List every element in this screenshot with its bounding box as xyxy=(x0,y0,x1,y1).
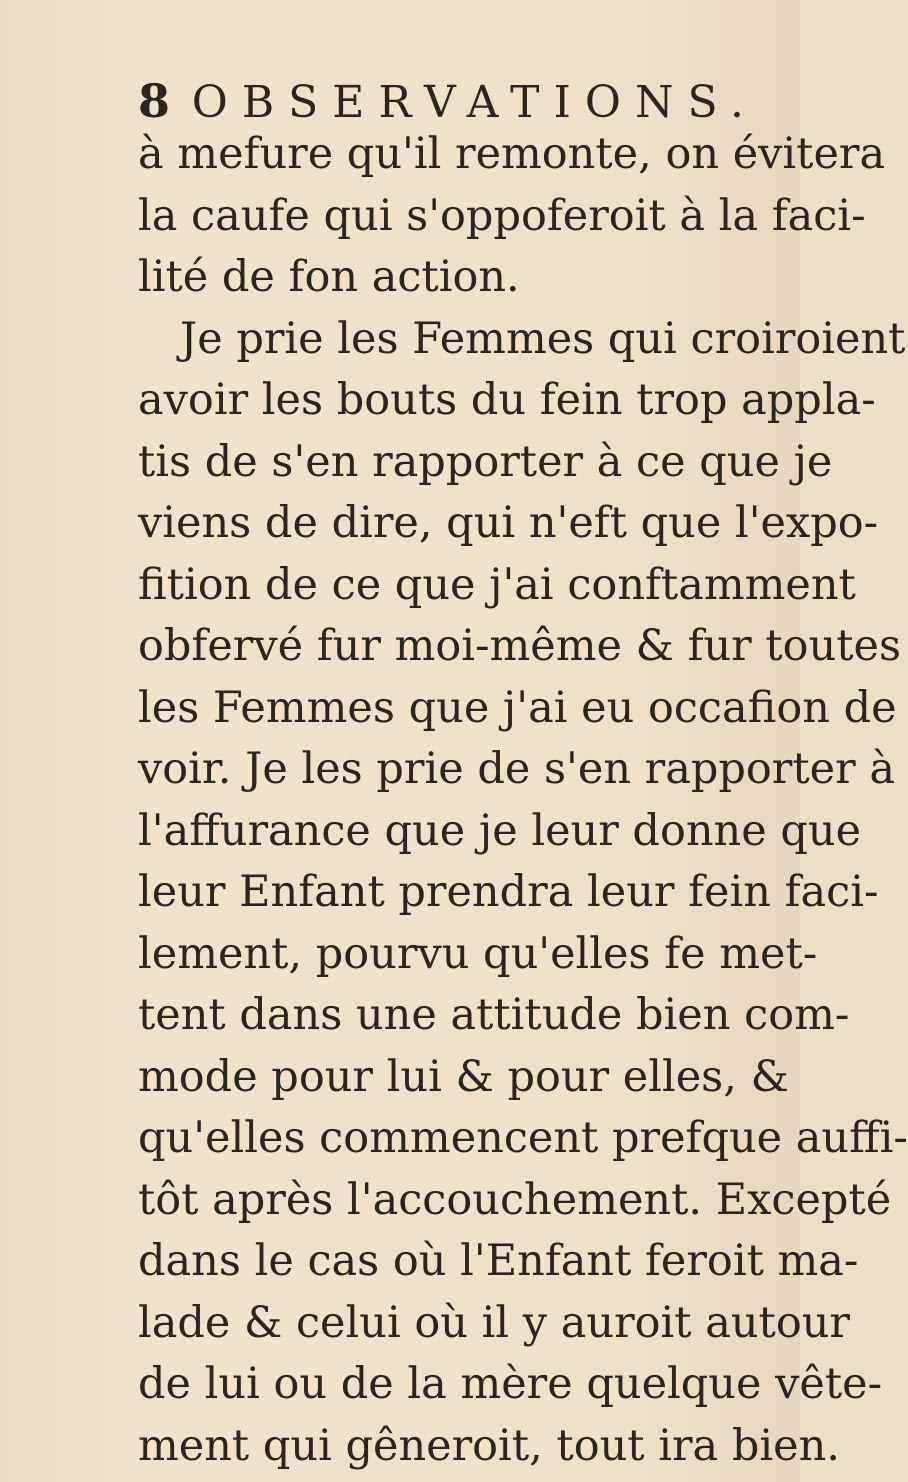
text-line: dans le cas où l'Enfant feroit ma- xyxy=(138,1236,859,1286)
text-line: à mefure qu'il remonte, on évitera xyxy=(138,129,886,179)
text-line: voir. Je les prie de s'en rapporter à xyxy=(138,744,895,794)
text-line: lement, pourvu qu'elles fe met- xyxy=(138,928,818,979)
text-line: lade & celui où il y auroit autour xyxy=(138,1297,850,1348)
text-line: avoir les bouts du fein trop appla- xyxy=(138,375,876,425)
text-line: les Femmes que j'ai eu occafion de xyxy=(138,682,897,733)
text-line: de lui ou de la mère quelque vête- xyxy=(138,1359,883,1409)
text-line: tis de s'en rapporter à ce que je xyxy=(138,436,833,487)
text-line: viens de dire, qui n'eft que l'expo- xyxy=(138,498,879,548)
text-line: lité de fon action. xyxy=(138,252,520,302)
text-line: la caufe qui s'oppoferoit à la faci- xyxy=(138,190,866,241)
text-line: tôt après l'accouchement. Excepté xyxy=(138,1174,892,1225)
body-text xyxy=(138,124,908,1477)
text-line: leur Enfant prendra leur fein faci- xyxy=(138,867,879,917)
text-line: qu'elles commencent prefque auffi- xyxy=(138,1113,908,1163)
text-line: tent dans une attitude bien com- xyxy=(138,990,850,1040)
paragraph-start-line: Je prie les Femmes qui croiroient xyxy=(180,313,906,364)
text-line: mode pour lui & pour elles, & xyxy=(138,1051,789,1102)
text-line: fition de ce que j'ai conftamment xyxy=(138,559,856,610)
text-line: l'affurance que je leur donne que xyxy=(138,805,862,856)
text-line: ment qui gêneroit, tout ira bien. xyxy=(138,1420,840,1471)
page-number: 8 xyxy=(138,74,171,128)
running-title: OBSERVATIONS. xyxy=(191,77,758,128)
text-line: obfervé fur moi-même & fur toutes xyxy=(138,621,902,671)
